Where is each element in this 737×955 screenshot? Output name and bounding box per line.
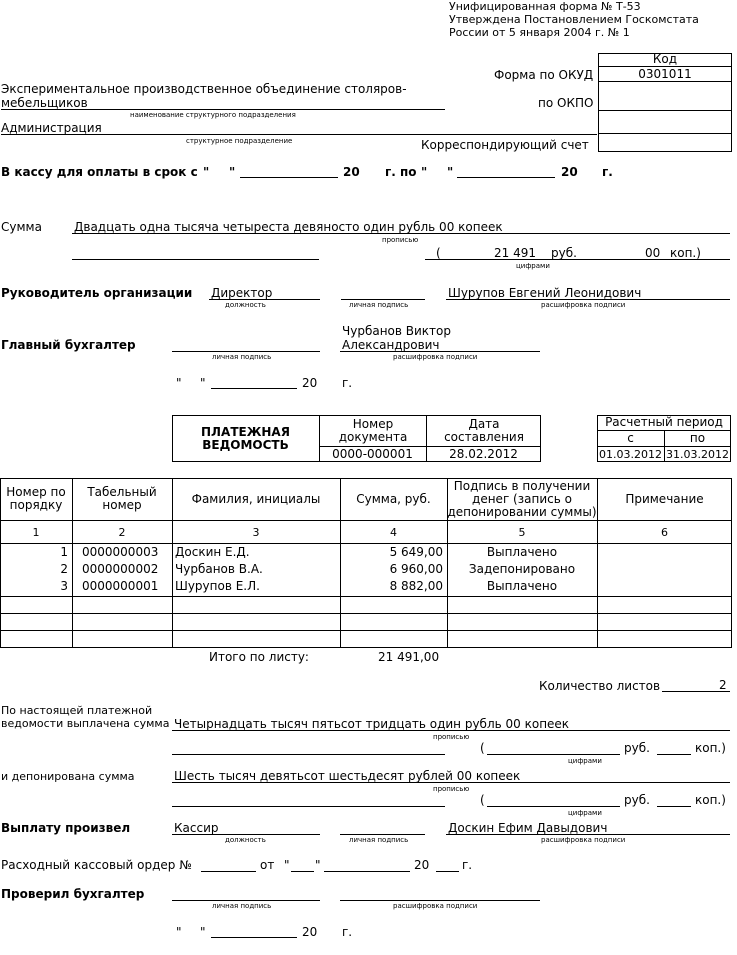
payout-position: Кассир: [174, 821, 219, 835]
okpo-label: по ОКПО: [538, 96, 594, 110]
form-name: Унифицированная форма № Т-53: [449, 0, 641, 13]
kassa-label: В кассу для оплаты в срок с: [1, 165, 198, 179]
organization-name: Экспериментальное производственное объединение столяров- мебельщиков: [1, 82, 407, 110]
period-from: 01.03.2012: [599, 447, 662, 461]
okud-label: Форма по ОКУД: [494, 68, 594, 82]
kod-header: Код: [652, 52, 678, 66]
period-header: Расчетный период: [605, 415, 723, 429]
paid-label: По настоящей платежной ведомости выплачена сумма: [1, 704, 170, 730]
summa-label: Сумма: [1, 220, 42, 234]
col-header-sum: Сумма, руб.: [356, 491, 431, 506]
total-label: Итого по листу:: [209, 650, 309, 664]
form-header: [449, 0, 699, 39]
sheets-value: 2: [719, 678, 727, 692]
deposited-label: и депонирована сумма: [1, 770, 135, 783]
summa-words: Двадцать одна тысяча четыреста девяносто один рубль 00 копеек: [74, 220, 503, 234]
col-header-note: Примечание: [625, 491, 704, 506]
form-approval: Утверждена Постановлением Госкомстата: [449, 13, 699, 26]
payout-label: Выплату произвел: [1, 821, 131, 835]
chief-accountant-name: Чурбанов Виктор Александрович: [342, 324, 452, 352]
summa-digits: 21 491: [494, 246, 536, 260]
doc-title: ПЛАТЕЖНАЯ ВЕДОМОСТЬ: [201, 424, 290, 452]
checked-label: Проверил бухгалтер: [1, 887, 145, 901]
head-position: Директор: [211, 286, 273, 300]
head-label: Руководитель организации: [1, 286, 193, 300]
doc-number: 0000-000001: [332, 446, 413, 461]
doc-number-header: Номер документа: [338, 416, 408, 444]
subdivision: Администрация: [1, 121, 102, 135]
col-header-name: Фамилия, инициалы: [191, 491, 321, 506]
sheets-label: Количество листов: [539, 679, 661, 693]
organization-caption: наименование структурного подразделения: [130, 111, 296, 119]
form-approval-date: России от 5 января 2004 г. № 1: [449, 26, 630, 39]
chief-accountant-label: Главный бухгалтер: [1, 338, 136, 352]
deposited-words: Шесть тысяч девятьсот шестьдесят рублей 00 копеек: [174, 769, 521, 783]
paid-words: Четырнадцать тысяч пятьсот тридцать один рубль 00 копеек: [174, 717, 570, 731]
payout-name: Доскин Ефим Давыдович: [448, 821, 608, 835]
head-name: Шурупов Евгений Леонидович: [448, 286, 642, 300]
total-value: 21 491,00: [378, 650, 440, 664]
col-header-number: Номер по порядку: [6, 485, 66, 512]
col-header-signature: Подпись в получении денег (запись о депонировании суммы): [447, 478, 597, 519]
col-header-tab-number: Табельный номер: [87, 485, 157, 512]
corr-account-label: Корреспондирующий счет: [421, 138, 589, 152]
period-to: 31.03.2012: [666, 447, 729, 461]
doc-date: 28.02.2012: [449, 446, 518, 461]
order-label: Расходный кассовый ордер №: [1, 858, 192, 872]
subdivision-caption: структурное подразделение: [186, 137, 293, 145]
doc-date-header: Дата составления: [444, 416, 524, 444]
okud-value: 0301011: [638, 66, 692, 81]
